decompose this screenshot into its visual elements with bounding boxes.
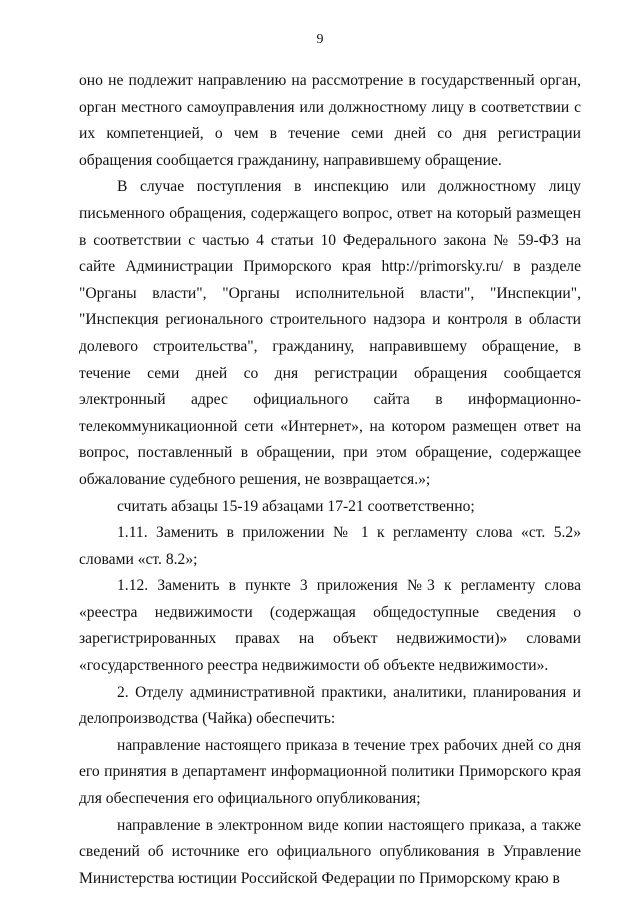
paragraph-6: 2. Отделу административной практики, аналитики, планирования и делопроизводства (Чайка) обеспечить:	[79, 683, 581, 728]
paragraph-8: направление в электронном виде копии настоящего приказа, а также сведений об источнике его официального опубликования в Управление Министерства юстиции Российской Федерации по Приморскому краю в	[79, 816, 581, 887]
paragraph-3: считать абзацы 15-19 абзацами 17-21 соответственно;	[117, 497, 475, 515]
paragraph-2: В случае поступления в инспекцию или должностному лицу письменного обращения, содержащего вопрос, ответ на который размещен в соответствии с частью 4 статьи 10 Федерального закона № 59-ФЗ на сайте Администрации Приморского края http://primorsky.ru/ в разделе "Органы власти", "Органы исполнительной власти", "Инспекции", "Инспекция регионального строительного надзора и контроля в области долевого строительства", гражданину, направившему обращение, в течение семи дней со дня регистрации обращения сообщается электронный адрес официального сайта в информационно-телекоммуникационной сети «Интернет», на котором размещен ответ на вопрос, поставленный в обращении, при этом обращение, содержащее обжалование судебного решения, не возвращается.»;	[79, 178, 581, 488]
paragraph-5: 1.12. Заменить в пункте 3 приложения №3 к регламенту слова «реестра недвижимости (содержащая общедоступные сведения о зарегистрированных правах на объект недвижимости)» словами «государственного реестра недвижимости об объекте недвижимости».	[79, 577, 581, 675]
paragraph-1: оно не подлежит направлению на рассмотрение в государственный орган, орган местного самоуправления или должностному лицу в соответствии с их компетенцией, о чем в течение семи дней со дня регистрации обращения сообщается гражданину, направившему обращение.	[79, 72, 581, 169]
paragraph-7: направление настоящего приказа в течение трех рабочих дней со дня его принятия в департамент информационной политики Приморского края для обеспечения его официального опубликования;	[79, 736, 581, 808]
page-number: 9	[316, 32, 324, 47]
document-body	[79, 68, 581, 892]
paragraph-4: 1.11. Заменить в приложении № 1 к регламенту слова «ст. 5.2» словами «ст. 8.2»;	[79, 524, 581, 568]
